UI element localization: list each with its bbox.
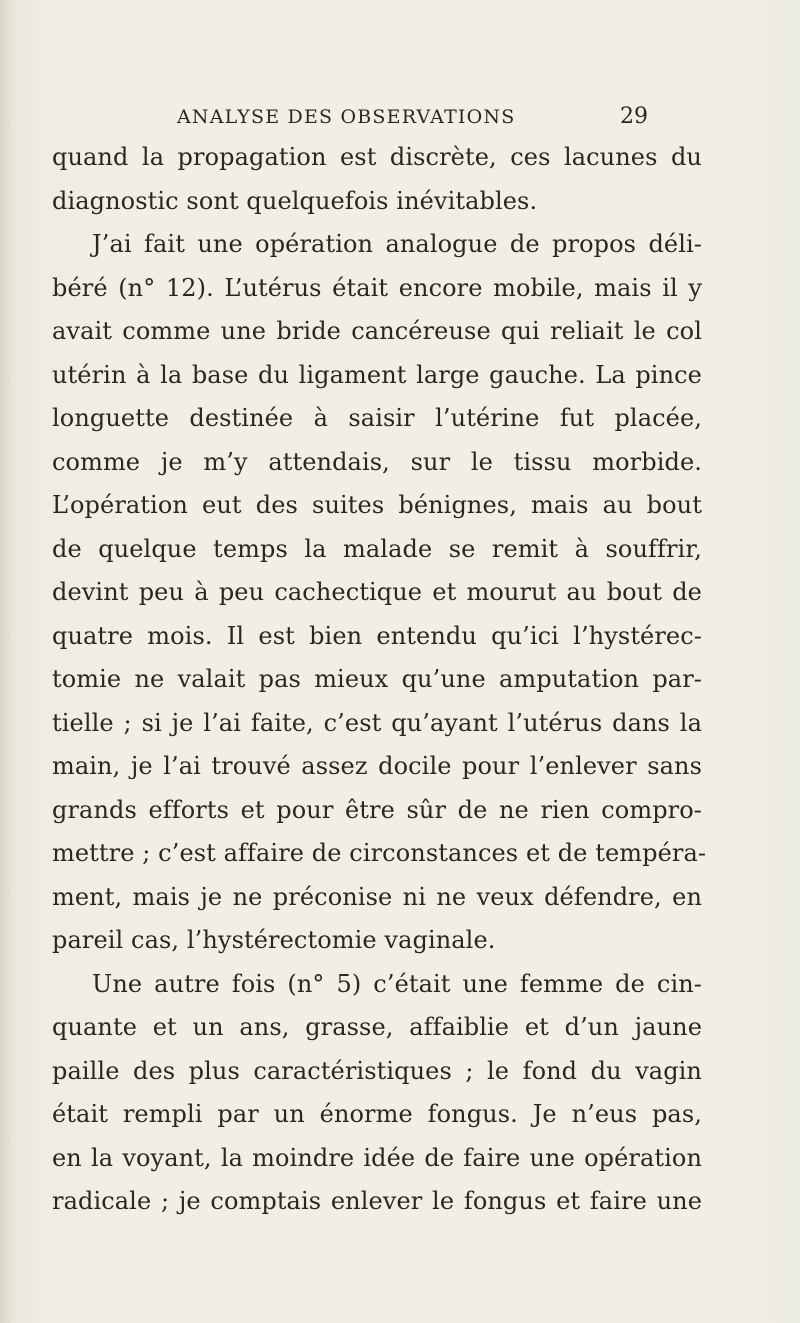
text-line: béré (n° 12). L’utérus était encore mobile, mais il y xyxy=(52,273,702,302)
page-gutter-shadow xyxy=(0,0,14,1323)
text-line: avait comme une bride cancéreuse qui reliait le col xyxy=(52,317,702,345)
text-line: paille des plus caractéristiques ; le fond du vagin xyxy=(52,1056,702,1085)
text-line: J’ai fait une opération analogue de propos déli- xyxy=(92,230,702,258)
text-line: main, je l’ai trouvé assez docile pour l’enlever sans xyxy=(52,752,702,780)
text-line: pareil cas, l’hystérectomie vaginale. xyxy=(52,926,496,954)
text-line: utérin à la base du ligament large gauche. La pince xyxy=(52,360,702,389)
text-line: quand la propagation est discrète, ces lacunes du xyxy=(52,143,702,171)
text-line: de quelque temps la malade se remit à souffrir, xyxy=(52,534,702,563)
text-line: mettre ; c’est affaire de circonstances et de tempéra- xyxy=(52,839,707,867)
text-line: tielle ; si je l’ai faite, c’est qu’ayant l’utérus dans la xyxy=(52,708,702,737)
text-line: tomie ne valait pas mieux qu’une amputation par- xyxy=(52,665,702,693)
running-title: ANALYSE DES OBSERVATIONS xyxy=(177,106,516,128)
text-line: L’opération eut des suites bénignes, mais au bout xyxy=(52,491,702,519)
page-number: 29 xyxy=(620,104,648,129)
text-line: radicale ; je comptais enlever le fongus et faire une xyxy=(52,1187,702,1215)
text-line: Une autre fois (n° 5) c’était une femme de cin- xyxy=(92,969,702,998)
page-header xyxy=(0,106,800,136)
text-line: grands efforts et pour être sûr de ne rien compro- xyxy=(52,795,702,824)
text-line: longuette destinée à saisir l’utérine fut placée, xyxy=(52,404,702,432)
text-line: comme je m’y attendais, sur le tissu morbide. xyxy=(52,447,702,476)
text-line: était rempli par un énorme fongus. Je n’eus pas, xyxy=(52,1100,702,1128)
body-text xyxy=(52,136,707,1224)
text-line: quante et un ans, grasse, affaiblie et d’un jaune xyxy=(52,1013,702,1041)
text-line: devint peu à peu cachectique et mourut au bout de xyxy=(52,578,702,606)
text-line: diagnostic sont quelquefois inévitables. xyxy=(52,186,538,215)
text-line: ment, mais je ne préconise ni ne veux défendre, en xyxy=(52,882,702,911)
text-line: en la voyant, la moindre idée de faire une opération xyxy=(52,1143,702,1172)
text-line: quatre mois. Il est bien entendu qu’ici l’hystérec- xyxy=(52,621,702,650)
